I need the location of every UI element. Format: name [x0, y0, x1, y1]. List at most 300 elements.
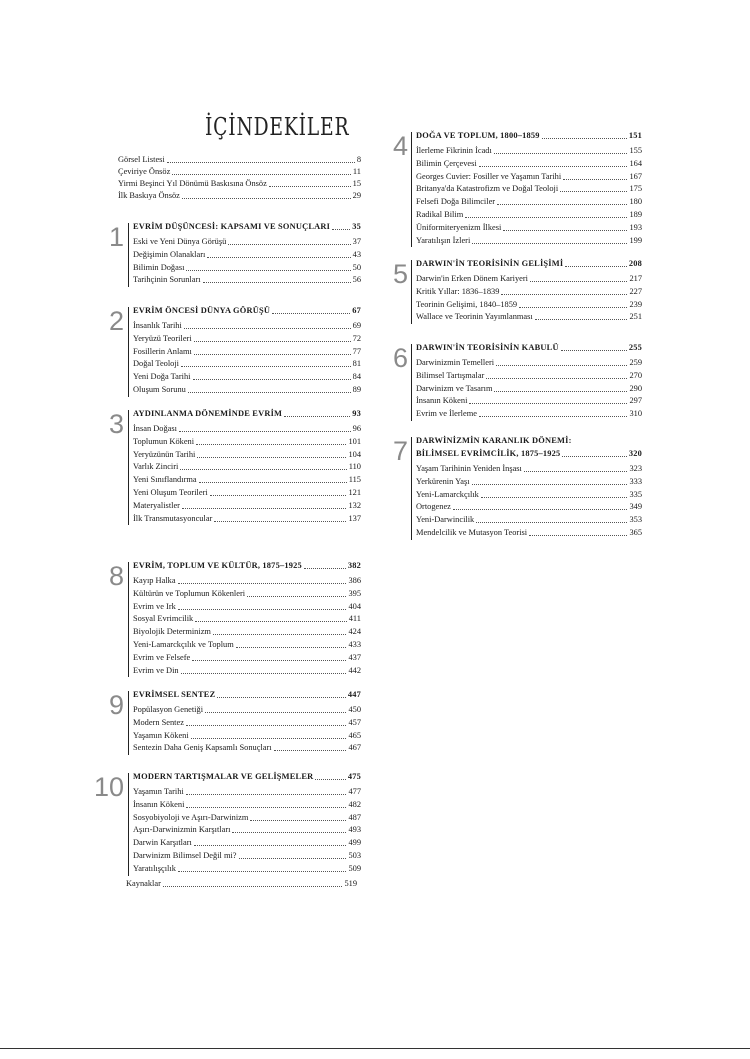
chapter-number: 2 [108, 306, 124, 336]
dot-leader [332, 229, 350, 230]
toc-entry [416, 236, 642, 246]
entry-title: Wallace ve Teorinin Yayımlanması [416, 312, 533, 322]
dot-leader [496, 365, 627, 366]
dot-leader [476, 522, 627, 523]
toc-entry [416, 159, 642, 169]
entry-title: Britanya'da Katastrofizm ve Doğal Teoloji [416, 184, 559, 194]
entry-title: İnsanlık Tarihi [133, 321, 182, 330]
dot-leader [501, 294, 627, 295]
entry-title: Yeryüzünün Tarihi [133, 449, 196, 459]
dot-leader [565, 266, 627, 267]
page-number: 175 [629, 184, 642, 194]
entry-title: Yeni Sınıflandırma [133, 475, 197, 485]
dot-leader [465, 217, 627, 218]
page-number: 335 [629, 489, 642, 499]
dot-leader [524, 471, 628, 472]
toc-entry [133, 263, 361, 273]
chapter-heading [133, 222, 361, 232]
page-number: 115 [348, 475, 361, 485]
chapter-heading [133, 409, 361, 419]
page-number: 493 [348, 825, 361, 835]
toc-entry [416, 409, 642, 419]
entry-title: EVRİM ÖNCESİ DÜNYA GÖRÜŞÜ [133, 306, 271, 315]
dot-leader [217, 697, 345, 698]
page-number: 386 [348, 576, 361, 585]
toc-entry [133, 359, 361, 369]
page-number: 437 [348, 652, 361, 662]
dot-leader [186, 794, 347, 795]
page-number: 155 [629, 146, 642, 155]
toc-entry [416, 515, 642, 525]
dot-leader [561, 350, 627, 351]
page-number: 411 [348, 614, 361, 624]
entry-title: Yeni Oluşum Teorileri [133, 488, 208, 497]
chapter-heading [133, 561, 361, 571]
dot-leader [186, 725, 347, 726]
toc-entry [133, 640, 361, 650]
page-number: 395 [348, 588, 361, 598]
toc-entry [133, 462, 361, 472]
dot-leader [560, 191, 627, 192]
page-number: 110 [348, 462, 361, 472]
toc-entry [133, 731, 361, 741]
dot-leader [178, 609, 347, 610]
toc-entry [133, 787, 361, 797]
page-number: 227 [629, 286, 642, 296]
chapter-rule [128, 223, 129, 287]
dot-leader [210, 495, 347, 496]
entry-title: Darwin Karşıtları [133, 838, 192, 848]
entry-title: Sosyal Evrimcilik [133, 614, 194, 624]
entry-title: DARWIN'İN TEORİSİNİN KABULÜ [416, 343, 559, 352]
page-number: 487 [348, 812, 361, 822]
entry-title: Sosyobiyoloji ve Aşırı-Darwinizm [133, 812, 249, 822]
dot-leader [494, 391, 627, 392]
entry-title: Evrim ve İlerleme [416, 409, 477, 419]
page-number: 519 [344, 879, 357, 888]
chapter-heading-line: DARWİNİZMİN KARANLIK DÖNEMİ: [416, 436, 572, 445]
page-number: 180 [629, 197, 642, 207]
dot-leader [203, 282, 351, 283]
page-number: 310 [629, 409, 642, 419]
dot-leader [205, 712, 346, 713]
dot-leader [196, 444, 346, 445]
page-number: 447 [347, 690, 361, 699]
entry-title: Toplumun Kökeni [133, 436, 195, 446]
dot-leader [194, 354, 351, 355]
dot-leader [186, 270, 350, 271]
dot-leader [530, 281, 627, 282]
front-matter-item [118, 191, 361, 201]
chapter-rule [128, 307, 129, 397]
dot-leader [178, 871, 347, 872]
dot-leader [304, 568, 346, 569]
dot-leader [469, 403, 627, 404]
dot-leader [186, 807, 346, 808]
dot-leader [197, 457, 346, 458]
toc-entry [133, 372, 361, 382]
page-number: 442 [348, 665, 361, 675]
entry-title: Ortogenez [416, 502, 451, 512]
entry-title: DOĞA VE TOPLUM, 1800–1859 [416, 131, 540, 140]
dot-leader [194, 845, 347, 846]
toc-entry [133, 488, 361, 498]
dot-leader [247, 596, 346, 597]
chapter-number: 3 [108, 409, 124, 439]
entry-title: DARWIN'İN TEORİSİNİN GELİŞİMİ [416, 259, 564, 268]
entry-title: İnsan Doğası [133, 424, 177, 433]
toc-entry [133, 813, 361, 823]
entry-title: Yeni-Lamarckçılık [416, 489, 479, 499]
page-number: 11 [352, 167, 361, 176]
entry-title: Biyolojik Determinizm [133, 627, 211, 637]
page-number: 35 [352, 222, 361, 231]
entry-title: Materyalistler [133, 500, 180, 510]
chapter-rule [128, 410, 129, 525]
entry-title: Çeviriye Önsöz [118, 167, 171, 176]
page-number: 151 [628, 131, 642, 140]
entry-title: İnsanın Kökeni [133, 799, 185, 809]
page-number: 433 [348, 640, 361, 649]
page-number: 239 [629, 299, 642, 309]
entry-title: Kültürün ve Toplumun Kökenleri [133, 588, 246, 598]
dot-leader [207, 257, 350, 258]
dot-leader [315, 779, 345, 780]
entry-title: İlk Baskıya Önsöz [118, 191, 180, 200]
chapter-number: 4 [392, 131, 408, 161]
page-number: 37 [352, 237, 361, 246]
toc-entry [133, 614, 361, 624]
entry-title: Kritik Yıllar: 1836–1839 [416, 286, 500, 296]
dot-leader [167, 162, 355, 163]
toc-entry [416, 197, 642, 207]
entry-title: Darwinizmin Temelleri [416, 358, 495, 367]
entry-title: Değişimin Olanakları [133, 249, 206, 259]
dot-leader [172, 174, 351, 175]
entry-title: Mendelcilik ve Mutasyon Teorisi [416, 528, 528, 537]
chapter-rule [411, 260, 412, 324]
toc-entry [133, 705, 361, 715]
toc-entry [133, 838, 361, 848]
entry-title: Darwinizm ve Tasarım [416, 383, 493, 393]
entry-title: Sentezin Daha Geniş Kapsamlı Sonuçları [133, 743, 272, 753]
dot-leader [542, 138, 627, 139]
toc-entry [416, 312, 642, 322]
dot-leader [453, 509, 628, 510]
page-number: 199 [629, 235, 642, 245]
toc-entry [133, 589, 361, 599]
dot-leader [529, 535, 627, 536]
dot-leader [188, 392, 351, 393]
entry-title: BİLİMSEL EVRİMCİLİK, 1875–1925 [416, 449, 561, 458]
page-number: 137 [348, 513, 361, 523]
entry-title: EVRİM DÜŞÜNCESİ: KAPSAMI VE SONUÇLARI [133, 222, 331, 231]
dot-leader [180, 469, 346, 470]
toc-entry [133, 825, 361, 835]
page-number: 121 [348, 488, 361, 497]
toc-entry [133, 851, 361, 861]
page-number: 333 [629, 476, 642, 486]
toc-entry [133, 627, 361, 637]
dot-leader [479, 166, 628, 167]
entry-title: Oluşum Sorunu [133, 385, 186, 394]
page-number: 450 [348, 705, 361, 714]
entry-title: Darwinizm Bilimsel Değil mi? [133, 851, 237, 860]
chapter-number: 1 [108, 222, 124, 252]
page-number: 509 [348, 863, 361, 873]
entry-title: Kayıp Halka [133, 576, 176, 585]
dot-leader [192, 660, 346, 661]
dot-leader [562, 456, 626, 457]
dot-leader [503, 230, 627, 231]
toc-entry [133, 321, 361, 331]
entry-title: MODERN TARTIŞMALAR VE GELİŞMELER [133, 772, 314, 781]
entry-title: Yirmi Beşinci Yıl Dönümü Baskısına Önsöz [118, 179, 267, 188]
toc-entry [416, 528, 642, 538]
entry-title: Yeni Doğa Tarihi [133, 372, 191, 382]
dot-leader [182, 508, 346, 509]
page-number: 475 [347, 772, 361, 781]
chapter-number: 8 [108, 561, 124, 591]
entry-title: Yeryüzü Teorileri [133, 333, 192, 343]
page-number: 404 [348, 601, 361, 611]
dot-leader [535, 319, 628, 320]
dot-leader [214, 521, 346, 522]
page-number: 193 [629, 222, 642, 232]
page-number: 467 [348, 743, 361, 753]
page-number: 353 [629, 515, 642, 525]
entry-title: EVRİM, TOPLUM VE KÜLTÜR, 1875–1925 [133, 561, 302, 570]
page-number: 290 [629, 383, 642, 393]
entry-title: EVRİMSEL SENTEZ [133, 690, 216, 699]
page-number: 8 [356, 155, 361, 164]
dot-leader [184, 328, 351, 329]
dot-leader [272, 313, 350, 314]
toc-entry [416, 477, 642, 487]
dot-leader [497, 204, 627, 205]
page-number: 255 [628, 343, 642, 352]
chapter-heading [133, 306, 361, 316]
page-number: 320 [628, 449, 642, 458]
toc-entry [416, 384, 642, 394]
toc-entry [133, 385, 361, 395]
dot-leader [179, 431, 351, 432]
chapter-heading [416, 131, 642, 141]
page-number: 164 [629, 158, 642, 168]
dot-leader [239, 858, 347, 859]
page-number: 167 [629, 171, 642, 181]
toc-entry [416, 371, 642, 381]
chapter-rule [411, 437, 412, 540]
dot-leader [194, 341, 351, 342]
toc-entry [416, 172, 642, 182]
entry-title: Yeni-Lamarckçılık ve Toplum [133, 640, 234, 649]
entry-title: Popülasyon Genetiği [133, 705, 204, 714]
entry-title: Bilimin Çerçevesi [416, 158, 477, 168]
toc-entry [133, 514, 361, 524]
entry-title: Yaşamın Kökeni [133, 730, 189, 740]
page-number: 259 [629, 358, 642, 367]
toc-entry [133, 424, 361, 434]
toc-entry [416, 274, 642, 284]
dot-leader [181, 673, 347, 674]
dot-leader [228, 244, 350, 245]
entry-title: Evrim ve Irk [133, 601, 176, 611]
dot-leader [181, 366, 351, 367]
toc-entry [133, 602, 361, 612]
dot-leader [494, 153, 628, 154]
dot-leader [269, 186, 351, 187]
entry-title: Varlık Zinciri [133, 462, 179, 472]
entry-title: Yerkürenin Yaşı [416, 476, 470, 486]
entry-title: Fosillerin Anlamı [133, 346, 192, 356]
back-matter-item [126, 879, 357, 889]
entry-title: Yaratılışın İzleri [416, 235, 471, 245]
dot-leader [163, 886, 343, 887]
toc-entry [416, 184, 642, 194]
page-number: 101 [348, 436, 361, 446]
page-number: 43 [352, 249, 361, 259]
dot-leader [191, 738, 347, 739]
entry-title: Üniformiteryenizm İlkesi [416, 222, 502, 232]
entry-title: Yaşamın Tarihi [133, 787, 184, 796]
entry-title: Bilimsel Tartışmalar [416, 370, 485, 380]
toc-entry [133, 864, 361, 874]
entry-title: Radikal Bilim [416, 210, 464, 219]
entry-title: İlk Transmutasyoncular [133, 513, 213, 523]
chapter-heading [416, 343, 642, 353]
entry-title: İnsanın Kökeni [416, 396, 468, 406]
toc-entry [133, 334, 361, 344]
page-number: 89 [352, 385, 361, 394]
dot-leader [472, 484, 628, 485]
entry-title: Evrim ve Felsefe [133, 652, 191, 662]
dot-leader [479, 416, 628, 417]
toc-entry [416, 287, 642, 297]
toc-entry [416, 396, 642, 406]
dot-leader [519, 307, 627, 308]
chapter-rule [128, 691, 129, 755]
chapter-heading [416, 259, 642, 269]
entry-title: Evrim ve Din [133, 665, 179, 675]
entry-title: Doğal Teoloji [133, 359, 180, 369]
page-number: 482 [348, 799, 361, 809]
toc-entry [133, 437, 361, 447]
entry-title: Bilimin Doğası [133, 262, 185, 272]
dot-leader [193, 379, 351, 380]
page-number: 297 [629, 396, 642, 406]
toc-entry [416, 210, 642, 220]
front-matter-item [118, 167, 361, 177]
page-number: 67 [352, 306, 361, 315]
dot-leader [236, 647, 347, 648]
page-number: 270 [629, 370, 642, 380]
toc-entry [416, 464, 642, 474]
page-number: 56 [352, 275, 361, 285]
toc-entry [416, 300, 642, 310]
toc-entry [416, 358, 642, 368]
entry-title: Modern Sentez [133, 717, 184, 727]
dot-leader [250, 820, 346, 821]
dot-leader [213, 634, 347, 635]
dot-leader [563, 179, 627, 180]
chapter-heading [133, 772, 361, 782]
toc-entry [133, 237, 361, 247]
page-number: 72 [352, 333, 361, 343]
dot-leader [178, 583, 347, 584]
page-number: 217 [629, 274, 642, 283]
entry-title: Darwin'in Erken Dönem Kariyeri [416, 274, 528, 283]
entry-title: Görsel Listesi [118, 155, 165, 164]
entry-title: Tarihçinin Sorunları [133, 275, 201, 285]
page-number: 77 [352, 346, 361, 356]
toc-entry [416, 146, 642, 156]
entry-title: İlerleme Fikrinin İcadı [416, 146, 492, 155]
chapter-number: 10 [93, 772, 124, 802]
page-number: 349 [629, 502, 642, 512]
page-number: 503 [348, 851, 361, 860]
page-number: 251 [629, 312, 642, 322]
front-matter-item [118, 155, 361, 165]
toc-entry [133, 653, 361, 663]
bottom-rule [0, 1048, 750, 1049]
page-number: 365 [629, 528, 642, 537]
dot-leader [232, 832, 346, 833]
entry-title: Georges Cuvier: Fosiller ve Yaşamın Tarihi [416, 171, 562, 181]
page-number: 132 [348, 500, 361, 510]
entry-title: Felsefi Doğa Bilimciler [416, 197, 496, 207]
page-number: 465 [348, 730, 361, 740]
page-number: 477 [348, 787, 361, 796]
dot-leader [199, 482, 347, 483]
dot-leader [182, 198, 351, 199]
entry-title: Yaratılışçılık [133, 863, 176, 873]
page-number: 84 [352, 372, 361, 382]
page-number: 15 [352, 179, 361, 188]
page-number: 457 [348, 717, 361, 727]
toc-entry [133, 718, 361, 728]
page-number: 81 [352, 359, 361, 369]
toc-entry [133, 450, 361, 460]
dot-leader [486, 378, 627, 379]
toc-entry [133, 347, 361, 357]
dot-leader [472, 243, 627, 244]
chapter-number: 6 [392, 343, 408, 373]
entry-title: Aşırı-Darwinizmin Karşıtları [133, 825, 231, 835]
page-number: 93 [352, 409, 361, 418]
page-number: 50 [352, 262, 361, 272]
toc-entry [133, 501, 361, 511]
entry-title: Eski ve Yeni Dünya Görüşü [133, 237, 227, 246]
dot-leader [481, 497, 628, 498]
chapter-rule [411, 344, 412, 421]
chapter-number: 9 [108, 690, 124, 720]
chapter-heading [416, 449, 642, 459]
dot-leader [195, 621, 346, 622]
toc-entry [133, 576, 361, 586]
page-number: 189 [629, 210, 642, 219]
chapter-heading [133, 690, 361, 700]
page-title: İÇİNDEKİLER [205, 113, 350, 141]
page-number: 208 [628, 259, 642, 268]
page-number: 29 [352, 191, 361, 200]
dot-leader [284, 416, 350, 417]
chapter-rule [128, 562, 129, 677]
entry-title: Kaynaklar [126, 879, 161, 888]
page-number: 499 [348, 838, 361, 848]
entry-title: Yaşam Tarihinin Yeniden İnşası [416, 464, 522, 473]
toc-entry [133, 475, 361, 485]
